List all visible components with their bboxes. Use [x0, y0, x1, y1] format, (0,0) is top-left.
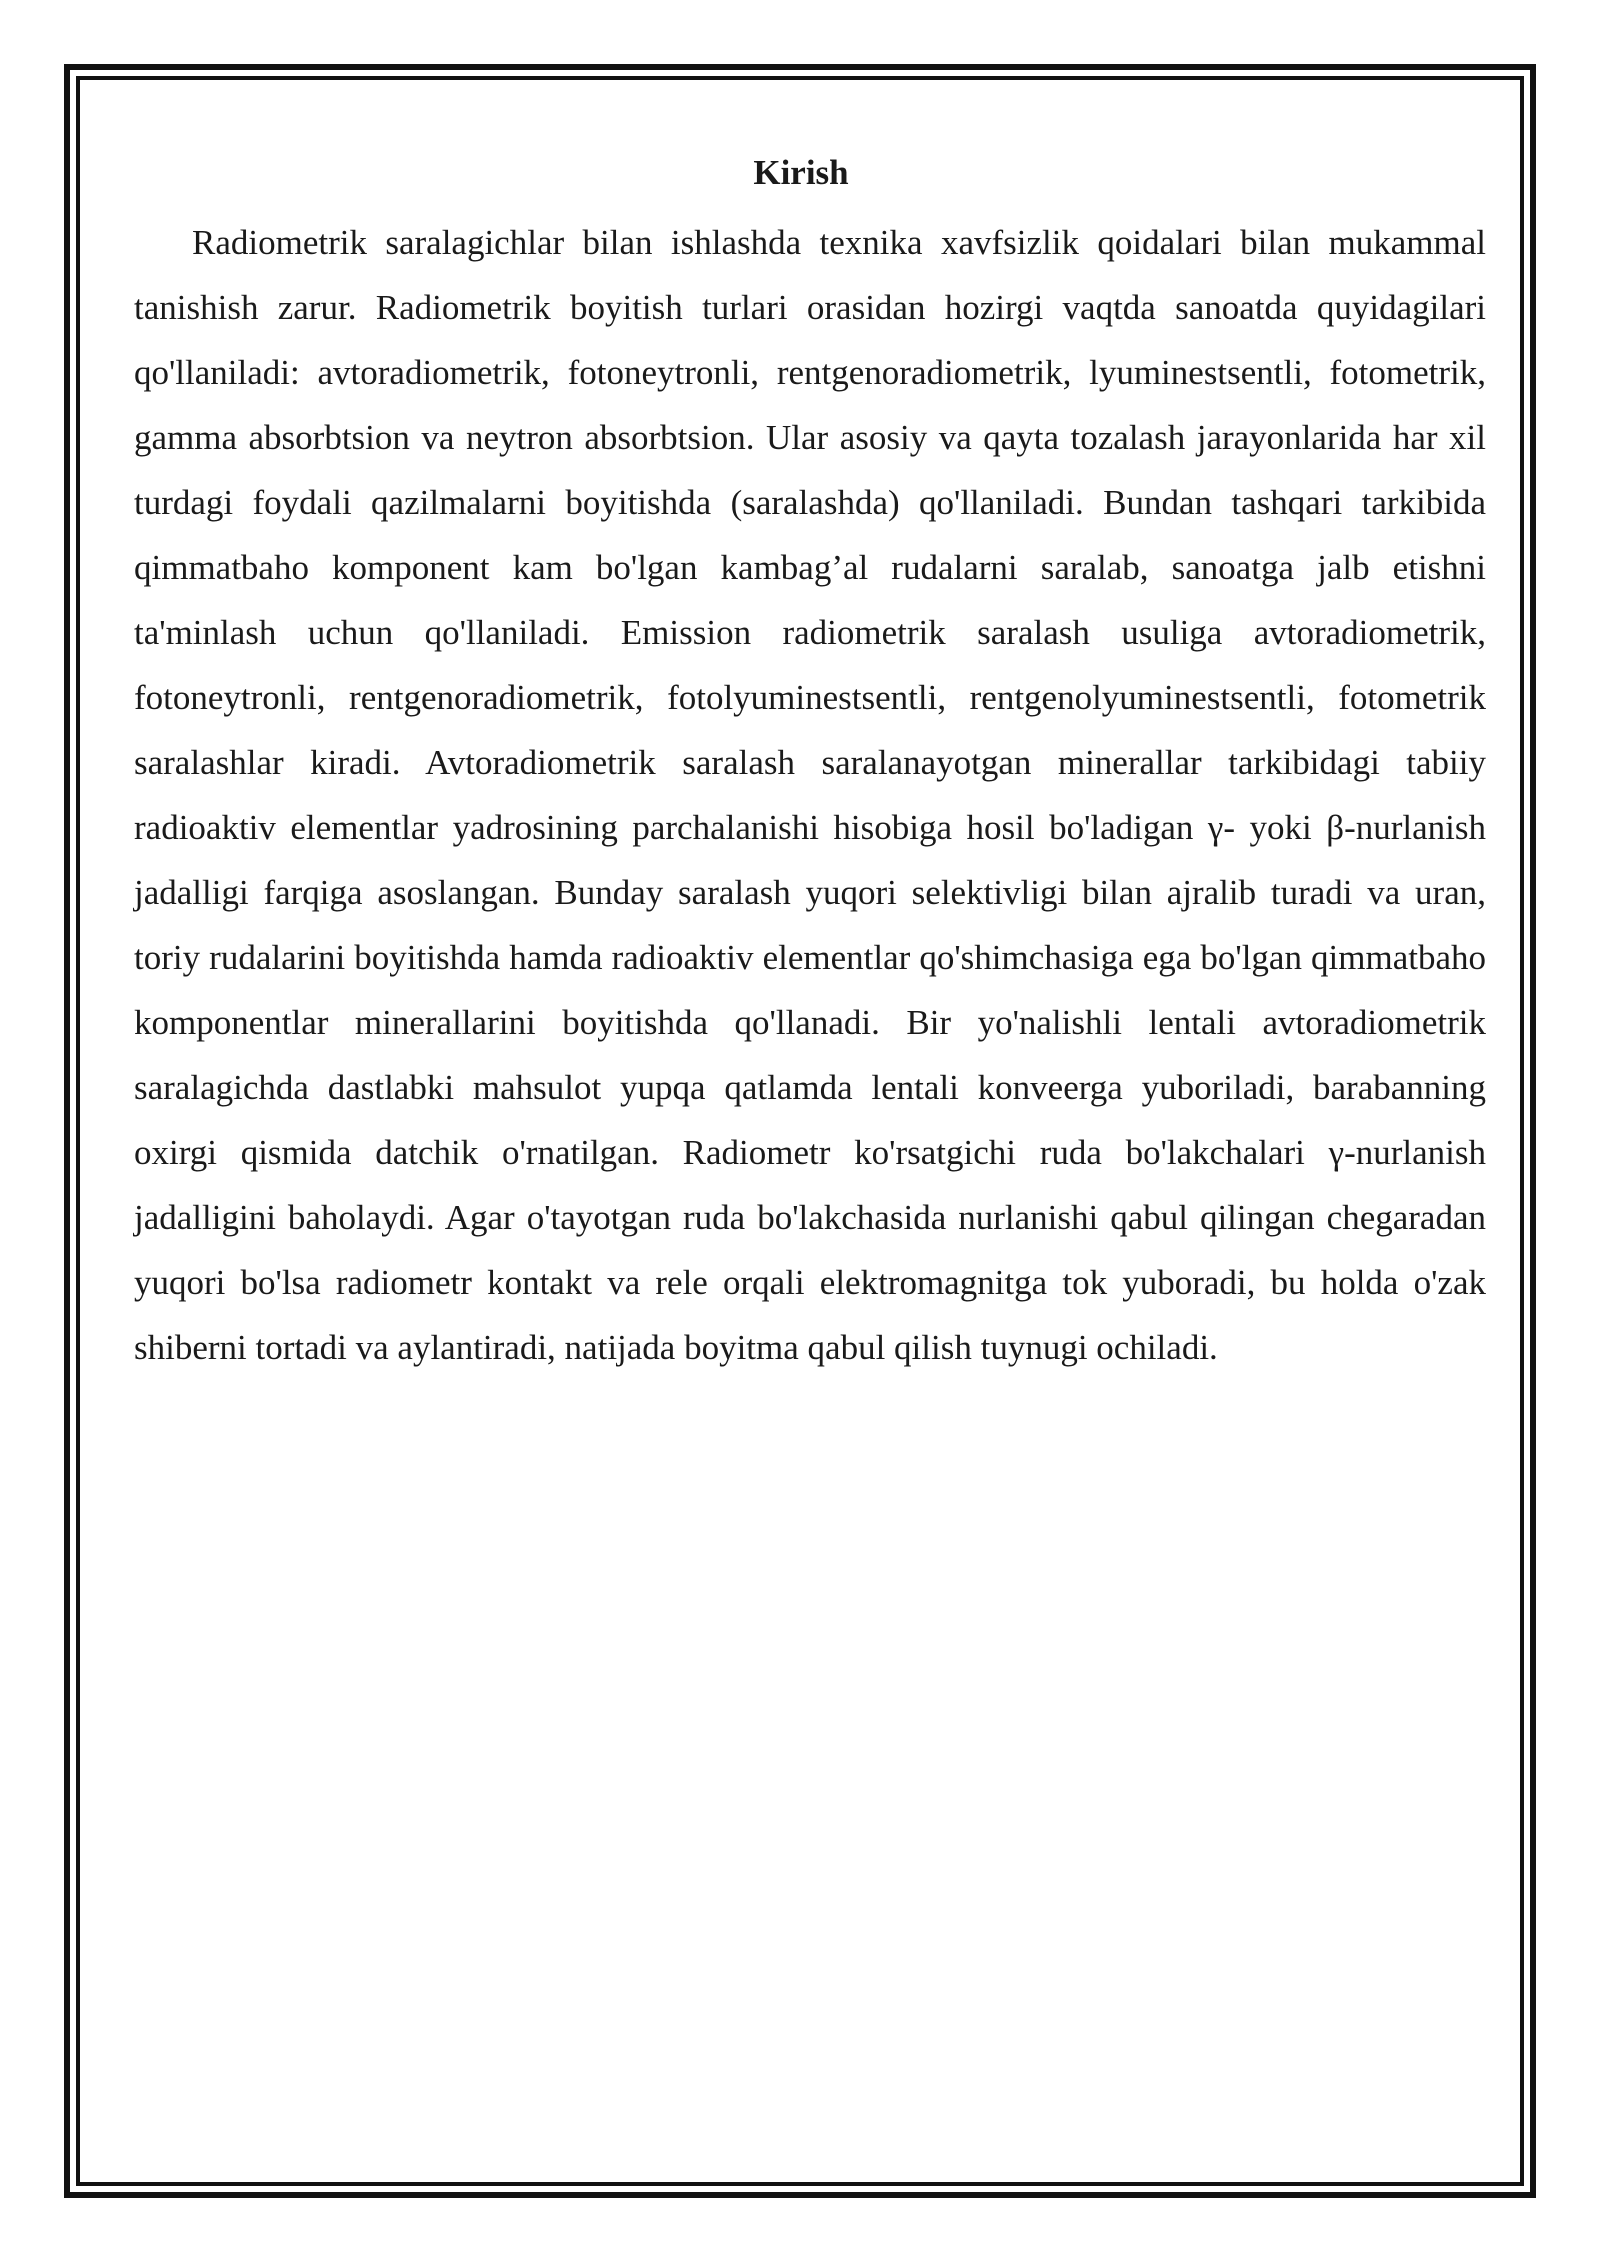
- document-title: Kirish: [753, 153, 849, 192]
- document-content: [134, 146, 1486, 1380]
- body-paragraph: Radiometrik saralagichlar bilan ishlashda texnika xavfsizlik qoidalari bilan mukammal tanishish zarur. Radiometrik boyitish turlari orasidan hozirgi vaqtda sanoatda quyidagilari qo'llaniladi: avtoradiometrik, fotoneytronli, rentgenoradiometrik, lyuminestsentli, fotometrik, gamma absorbtsion va neytron absorbtsion. Ular asosiy va qayta tozalash jarayonlarida har xil turdagi foydali qazilmalarni boyitishda (saralashda) qo'llaniladi. Bundan tashqari tarkibida qimmatbaho komponent kam bo'lgan kambag’al rudalarni saralab, sanoatga jalb etishni ta'minlash uchun qo'llaniladi. Emission radiometrik saralash usuliga avtoradiometrik, fotoneytronli, rentgenoradiometrik, fotolyuminestsentli, rentgenolyuminestsentli, fotometrik saralashlar kiradi. Avtoradiometrik saralash saralanayotgan minerallar tarkibidagi tabiiy radioaktiv elementlar yadrosining parchalanishi hisobiga hosil bo'ladigan γ- yoki β-nurlanish jadalligi farqiga asoslangan. Bunday saralash yuqori selektivligi bilan ajralib turadi va uran, toriy rudalarini boyitishda hamda radioaktiv elementlar qo'shimchasiga ega bo'lgan qimmatbaho komponentlar minerallarini boyitishda qo'llanadi. Bir yo'nalishli lentali avtoradiometrik saralagichda dastlabki mahsulot yupqa qatlamda lentali konveerga yuboriladi, barabanning oxirgi qismida datchik o'rnatilgan. Radiometr ko'rsatgichi ruda bo'lakchalari γ-nurlanish jadalligini baholaydi. Agar o'tayotgan ruda bo'lakchasida nurlanishi qabul qilingan chegaradan yuqori bo'lsa radiometr kontakt va rele orqali elektromagnitga tok yuboradi, bu holda o'zak shiberni tortadi va aylantiradi, natijada boyitma qabul qilish tuynugi ochiladi.: [134, 223, 1486, 1367]
